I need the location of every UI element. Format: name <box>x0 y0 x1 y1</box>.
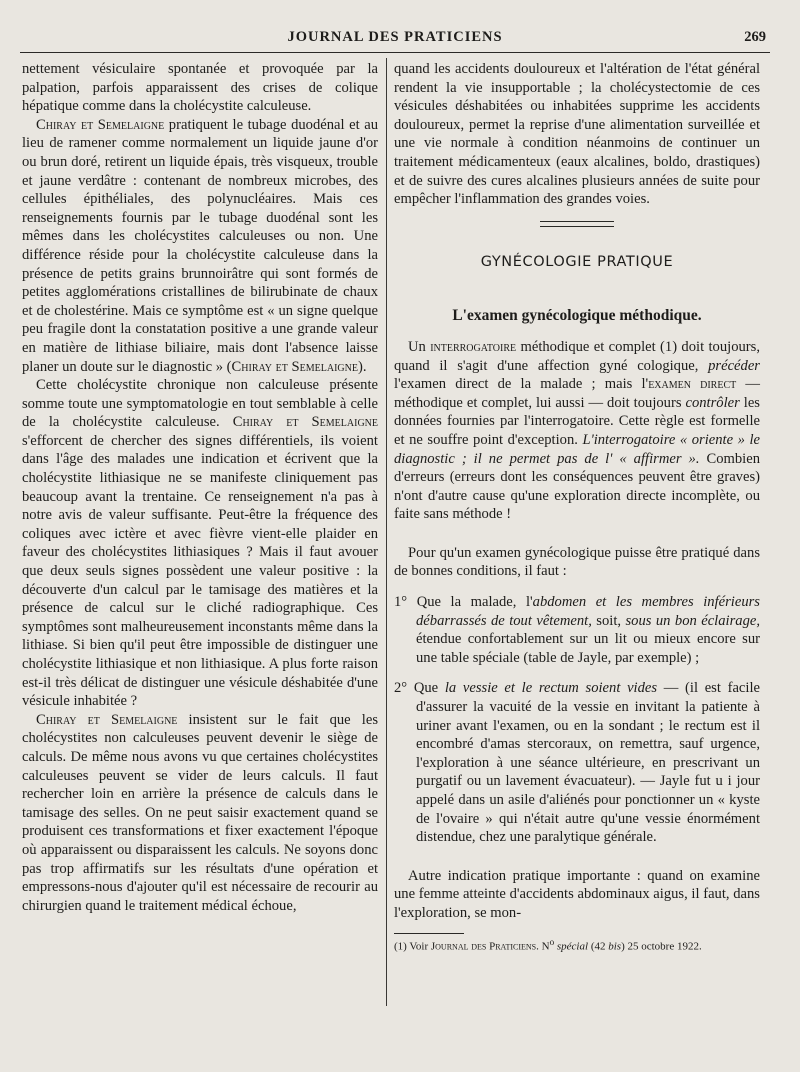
journal-title: JOURNAL DES PRATICIENS <box>287 29 503 45</box>
paragraph: quand les accidents douloureux et l'altération de l'état général rendent la vie insupportable ; la cholécystectomie de ces vésicules déshabitées ou inhabitées supprime les accidents douloureux, permet la reprise d'une alimentation surveillée et une vie normale à condition néanmoins de continuer un traitement médicamenteux (eaux alcalines, boldo, drastiques) et de suivre des cures alcalines plusieurs années de suite pour empêcher l'inflammation des grandes voies. <box>394 61 760 208</box>
paragraph: Autre indication pratique importante : quand on examine une femme atteinte d'accidents abdominaux aigus, il faut, dans l'exploration, se mon- <box>394 867 760 921</box>
left-column <box>22 60 378 915</box>
paragraph: nettement vésiculaire spontanée et provoquée par la palpation, parfois apparaissent des crises de colique hépatique comme dans la cholécystite calculeuse. <box>22 61 378 115</box>
paragraph: Chiray et Semelaigne pratiquent le tubage duodénal et au lieu de ramener comme normalement un liquide jaune d'or ou brun doré, retirent un liquide épais, très visqueux, trouble et jaune verdâtre : contenant de nombreux microbes, des cellules épithéliales, des polynucléaires. Mais ces renseignements fournis par le tubage duodénal sont les mêmes dans les cholécystites calculeuses ou non. Une différence réside pour la cholécystite calculeuse dans la présence de petits grains brunnoirâtre qui sont formés de petites agglomérations cristallines de bilirubinate de chaux et de cholestérine. Mais ce symptôme est « un signe quelque peu fragile dont la constatation positive a une grande valeur en matière de lithiase biliaire, mais dont l'absence laisse planer un doute sur le diagnostic » (Chiray et Semelaigne). <box>22 116 378 375</box>
column-divider <box>386 58 387 1006</box>
paragraph: Chiray et Semelaigne insistent sur le fait que les cholécystites non calculeuses peuvent devenir le siège de calculs. De même nous avons vu que certaines cholécystites calculeuses peuvent se vider de leurs calculs. Il faut rechercher loin en arrière la présence de calculs dans le tamisage des selles. On ne peut saisir exactement quand se produisent ces transformations et fixer exactement l'époque où apparaissent ou disparaissent les calculs. Ne soyons donc pas trop affirmatifs sur les résultats d'une opération et empressons-nous d'ajouter qu'il est nécessaire de recourir au chirurgien quand le traitement médical échoue, <box>22 711 378 914</box>
list-item: 2° Que la vessie et le rectum soient vides — (il est facile d'assurer la vacuité de la vessie en invitant la patiente à uriner avant l'examen, ou en la sondant ; le rectum est il encombré d'amas stercoraux, on remettra, sauf urgence, l'exploration à une séance ultérieure, en prescrivant un purgatif ou un lavement évacuateur). — Jayle fut u i jour appelé dans un asile d'aliénés pour ponctionner un « kyste de l'ovaire » qui n'était autre qu'une vessie énormément distendue, chez une paralytique générale. <box>394 680 760 846</box>
footnote: (1) Voir Journal des Praticiens. $N^o$ spécial (42 bis) 25 octobre 1922. <box>394 936 702 953</box>
footnote-rule <box>394 933 464 934</box>
paragraph: Pour qu'un examen gynécologique puisse être pratiqué dans de bonnes conditions, il faut : <box>394 544 760 580</box>
author-names: Chiray et Semelaigne <box>36 116 165 133</box>
running-header <box>20 26 770 53</box>
paragraph: Un interrogatoire méthodique et complet (1) doit toujours, quand il s'agit d'une affection gyné cologique, précéder l'examen direct de la malade ; mais l'examen direct — méthodique et complet, lui aussi — doit toujours contrôler les données fournies par l'interrogatoire. Cette règle est formelle et ne souffre point d'exception. L'interrogatoire « oriente » le diagnostic ; il ne permet pas de l' « affirmer ». Combien d'erreurs (erreurs dont les conséquences peuvent être graves) n'ont d'autre cause qu'une exploration directe incomplète, ou faite sans méthode ! <box>394 338 761 523</box>
author-names: Chiray et Semelaigne <box>36 711 178 728</box>
paragraph: Cette cholécystite chronique non calculeuse présente somme toute une symptomatologie en tout semblable à celle de la cholécystite calculeuse. Chiray et Semelaigne s'efforcent de chercher des signes différentiels, ils voient dans l'âge des malades une indication et écrivent que la cholécystite lithiasique ne se manifeste cliniquement pas beaucoup avant la trentaine. Ce renseignement n'a pas à notre avis de valeur suffisante. Peut-être la fréquence des coliques avec ictère et avec fièvre vient-elle plaider en faveur des cholécystites lithiasiques ? Mais il faut avouer que deux seuls signes possèdent une valeur positive : la découverte d'un calcul par le tamisage des matières et la présence de calcul sur le cliché radiographique. Ces symptômes sont malheureusement inconstants même dans la lithiase. Si bien qu'il peut être impossible de distinguer une cholécystite lithiasique et non lithiasique. A plus forte raison est-il très délicat de distinguer une vésicule déshabitée d'une vésicule inhabitée ? <box>22 377 378 710</box>
section-title: GYNÉCOLOGIE PRATIQUE <box>480 253 674 270</box>
author-names: Chiray et Semelaigne <box>232 414 378 431</box>
article-title: L'examen gynécologique méthodique. <box>452 307 702 325</box>
list-item: 1° Que la malade, l'abdomen et les membres inférieurs débarrassés de tout vêtement, soit, sous un bon éclairage, étendue confortablement sur un lit ou mieux encore sur une table spéciale (table de Jayle, par exemple) ; <box>394 594 760 666</box>
citation: Chiray et Semelaigne <box>231 358 358 375</box>
page-number: 269 <box>744 29 766 45</box>
section-separator <box>540 221 614 227</box>
right-column <box>394 60 760 953</box>
